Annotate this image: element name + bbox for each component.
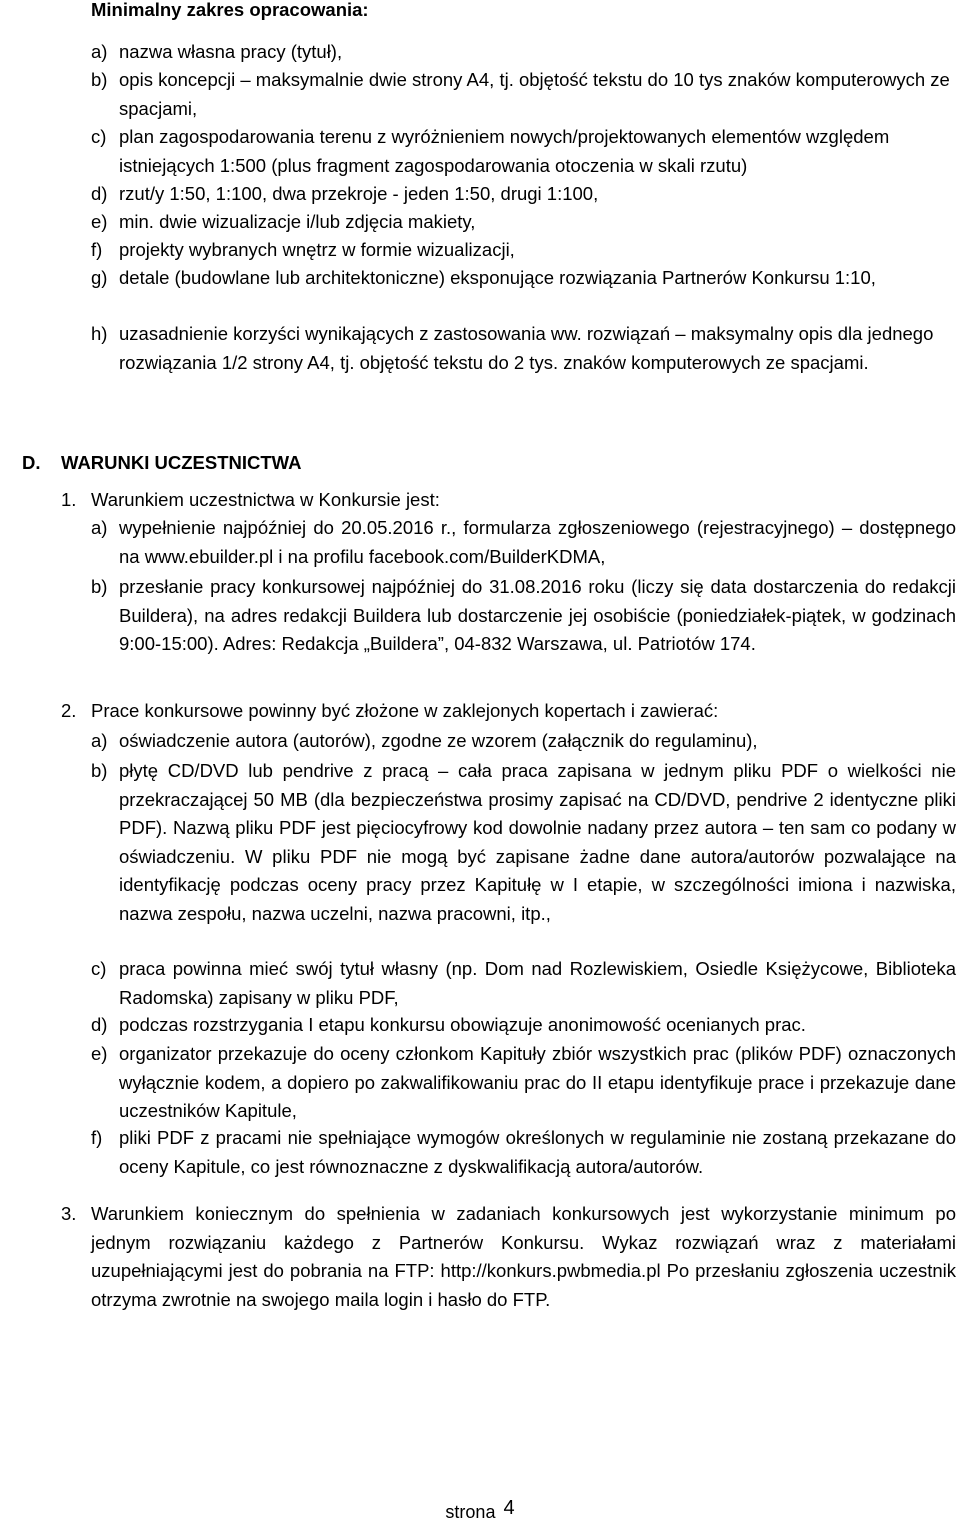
list-label: b) — [91, 69, 108, 90]
list-item — [91, 320, 956, 377]
list-label: h) — [91, 323, 108, 344]
point-number: 1. — [61, 489, 77, 510]
list-label: f) — [91, 1127, 103, 1148]
point-text: Warunkiem koniecznym do spełnienia w zadaniach konkursowych jest wykorzystanie minimum po jednym rozwiązaniu każdego z Partnerów Konkursu. Wykaz rozwiązań wraz z materiałami uzupełniającymi jest do pobrania na FTP: http://konkurs.pwbmedia.pl Po przesłaniu zgłoszenia uczestnik otrzyma zwrotnie na swojego maila login i hasło do FTP. — [91, 1203, 956, 1310]
list-item — [91, 264, 956, 293]
list-text: pliki PDF z pracami nie spełniające wymogów określonych w regulaminie nie zostaną przekazane do oceny Kapitule, co jest równoznaczne z dyskwalifikacją autora/autorów. — [119, 1127, 956, 1177]
list-text: oświadczenie autora (autorów), zgodne ze wzorem (załącznik do regulaminu), — [119, 730, 758, 751]
point-number: 3. — [61, 1203, 77, 1224]
list-text: opis koncepcji – maksymalnie dwie strony A4, tj. objętość tekstu do 10 tys znaków komputerowych ze spacjami, — [119, 69, 950, 119]
point-text: Prace konkursowe powinny być złożone w zaklejonych kopertach i zawierać: — [91, 700, 719, 721]
list-text: plan zagospodarowania terenu z wyróżnieniem nowych/projektowanych elementów względem istniejących 1:500 (plus fragment zagospodarowania otoczenia w skali rzutu) — [119, 126, 890, 176]
footer-label: strona — [445, 1502, 496, 1522]
list-label: f) — [91, 239, 103, 260]
min-scope-heading: Minimalny zakres opracowania: — [91, 0, 369, 20]
list-item — [91, 955, 956, 1012]
list-text: organizator przekazuje do oceny członkom Kapituły zbiór wszystkich prac (plików PDF) oznaczonych wyłącznie kodem, a dopiero po zakwalifikowaniu prac do II etapu identyfikuje prace i przekazuje dane uczestników Kapitule, — [119, 1043, 956, 1121]
list-item — [91, 123, 956, 180]
list-item — [91, 180, 956, 209]
page-footer — [0, 1498, 960, 1526]
list-item — [91, 514, 956, 571]
list-label: a) — [91, 41, 108, 62]
list-item — [91, 727, 956, 756]
list-label: a) — [91, 517, 108, 538]
list-item — [91, 1040, 956, 1126]
list-item — [91, 236, 956, 265]
list-text: płytę CD/DVD lub pendrive z pracą – cała praca zapisana w jednym pliku PDF o wielkości nie przekraczającej 50 MB (dla bezpieczeństwa prosimy zapisać na CD/DVD, pendrive 2 identyczne pliki PDF). Nazwą pliku PDF jest pięciocyfrowy kod dowolnie nadany przez autora – ten sam co podany w oświadczeniu. W pliku PDF nie mogą być zapisane żadne dane autora/autorów pozwalające na identyfikację podczas oceny pracy przez Kapitułę w I etapie, w szczególności imiona i nazwiska, nazwa zespołu, nazwa uczelni, nazwa pracowni, itp., — [119, 760, 956, 924]
list-text: wypełnienie najpóźniej do 20.05.2016 r., formularza zgłoszeniowego (rejestracyjnego) – dostępnego na www.ebuilder.pl i na profilu facebook.com/BuilderKDMA, — [119, 517, 956, 567]
list-text: projekty wybranych wnętrz w formie wizualizacji, — [119, 239, 515, 260]
list-item — [91, 208, 956, 237]
point-text: Warunkiem uczestnictwa w Konkursie jest: — [91, 489, 440, 510]
list-text: rzut/y 1:50, 1:100, dwa przekroje - jeden 1:50, drugi 1:100, — [119, 183, 599, 204]
section-letter: D. — [22, 452, 41, 473]
list-label: e) — [91, 211, 108, 232]
list-label: g) — [91, 267, 108, 288]
list-label: a) — [91, 730, 108, 751]
list-item — [91, 38, 956, 67]
list-item — [91, 1011, 956, 1040]
page-number: 4 — [503, 1497, 515, 1519]
list-label: b) — [91, 576, 108, 597]
list-text: podczas rozstrzygania I etapu konkursu obowiązuje anonimowość ocenianych prac. — [119, 1014, 806, 1035]
point-number: 2. — [61, 700, 77, 721]
list-text: przesłanie pracy konkursowej najpóźniej do 31.08.2016 roku (liczy się data dostarczenia do redakcji Buildera), na adres redakcji Buildera lub dostarczenie jej osobiście (poniedziałek-piątek, w godzinach 9:00-15:00). Adres: Redakcja „Buildera”, 04-832 Warszawa, ul. Patriotów 174. — [119, 576, 956, 654]
list-item — [91, 757, 956, 928]
list-item — [91, 1124, 956, 1181]
section-title: WARUNKI UCZESTNICTWA — [61, 452, 302, 473]
list-label: c) — [91, 126, 107, 147]
list-text: detale (budowlane lub architektoniczne) eksponujące rozwiązania Partnerów Konkursu 1:10, — [119, 267, 876, 288]
list-label: d) — [91, 183, 108, 204]
list-text: praca powinna mieć swój tytuł własny (np. Dom nad Rozlewiskiem, Osiedle Księżycowe, Biblioteka Radomska) zapisany w pliku PDF, — [119, 958, 956, 1008]
list-label: b) — [91, 760, 108, 781]
list-text: nazwa własna pracy (tytuł), — [119, 41, 343, 62]
list-text: min. dwie wizualizacje i/lub zdjęcia makiety, — [119, 211, 476, 232]
list-item — [91, 66, 956, 123]
list-text: uzasadnienie korzyści wynikających z zastosowania ww. rozwiązań – maksymalny opis dla jednego rozwiązania 1/2 strony A4, tj. objętość tekstu do 2 tys. znaków komputerowych ze spacjami. — [119, 323, 934, 373]
list-item — [91, 573, 956, 659]
list-label: d) — [91, 1014, 108, 1035]
list-label: e) — [91, 1043, 108, 1064]
list-label: c) — [91, 958, 107, 979]
